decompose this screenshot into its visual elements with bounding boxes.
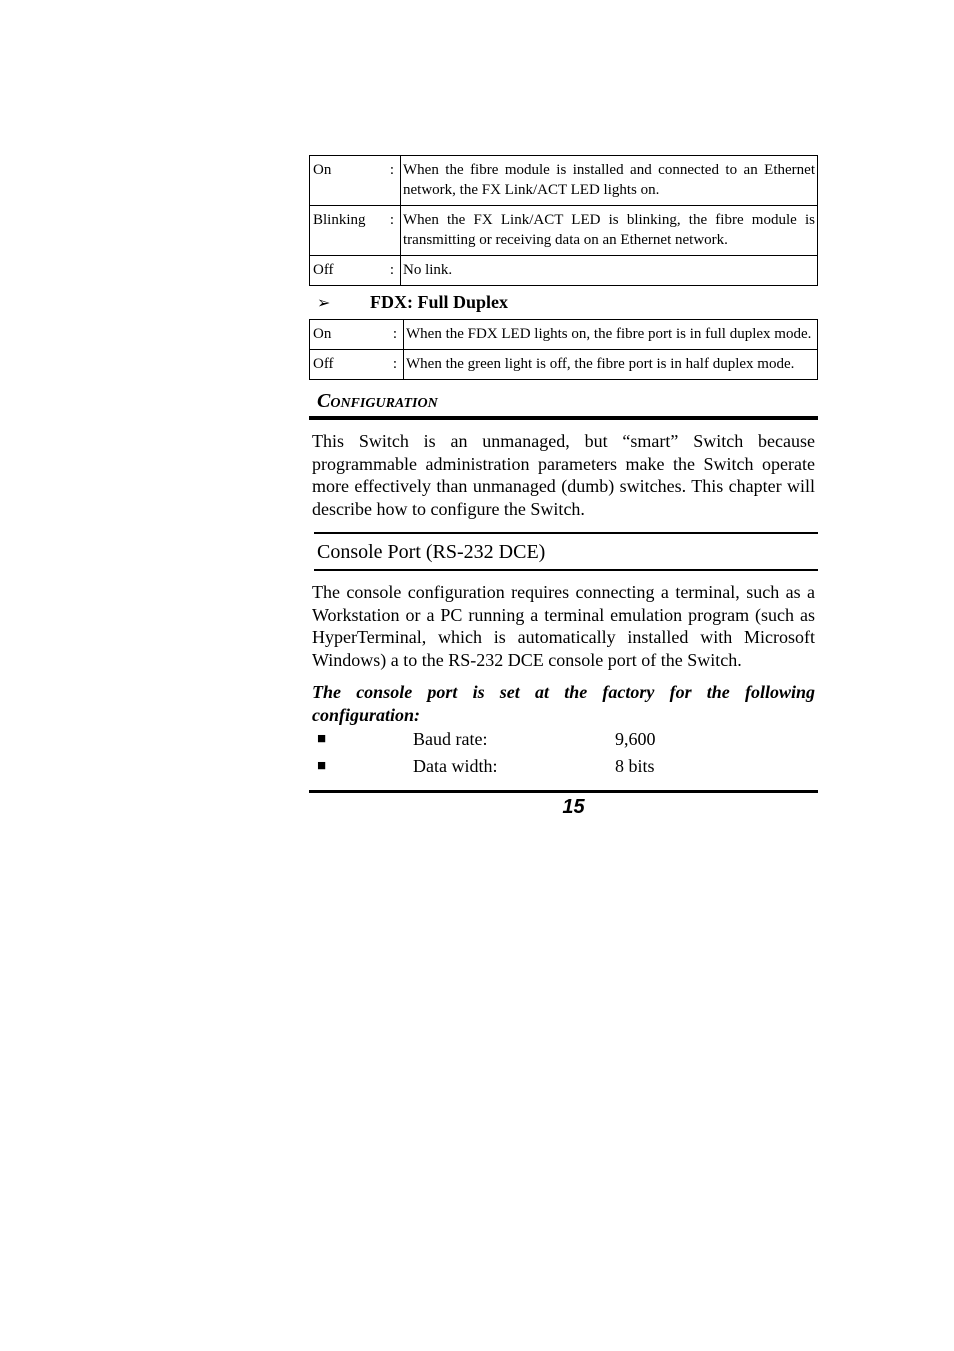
fdx-heading bbox=[309, 286, 818, 319]
factory-config-note: The console port is set at the factory for the following configuration: bbox=[312, 682, 815, 725]
arrow-bullet-icon: ➢ bbox=[317, 294, 331, 312]
led-state-cell bbox=[310, 206, 401, 256]
spec-row bbox=[312, 726, 818, 753]
led-state-cell bbox=[310, 156, 401, 206]
led-state: Blinking bbox=[313, 212, 366, 228]
separator-colon: : bbox=[389, 262, 394, 278]
led-state: Off bbox=[313, 356, 334, 372]
separator-colon: : bbox=[392, 326, 397, 342]
table-row bbox=[310, 320, 818, 350]
spec-label: Baud rate: bbox=[413, 729, 488, 749]
led-state-cell bbox=[310, 320, 404, 350]
separator-colon: : bbox=[389, 162, 394, 178]
console-description: The console configuration requires connecting a terminal, such as a Workstation or a PC running a terminal emulation program (such as HyperTerminal, which is automatically installed with Microsoft Windows) a to the RS-232 DCE console port of the Switch. bbox=[312, 582, 815, 670]
led-description: When the FX Link/ACT LED is blinking, the fibre module is transmitting or receiving data on an Ethernet network. bbox=[401, 206, 818, 256]
separator-colon: : bbox=[392, 356, 397, 372]
led-description: When the green light is off, the fibre port is in half duplex mode. bbox=[404, 350, 818, 380]
led-state: Off bbox=[313, 262, 334, 278]
table-row bbox=[310, 350, 818, 380]
configuration-intro: This Switch is an unmanaged, but “smart” Switch because programmable administration parameters make the Switch operate more effectively than unmanaged (dumb) switches. This chapter will describe how to configure the Switch. bbox=[312, 431, 815, 519]
spec-row bbox=[312, 753, 818, 780]
led-state-cell bbox=[310, 256, 401, 286]
square-bullet-icon: ■ bbox=[317, 758, 327, 774]
table-row bbox=[310, 156, 818, 206]
page-number: 15 bbox=[309, 790, 818, 821]
led-state-cell bbox=[310, 350, 404, 380]
led-description: When the fibre module is installed and connected to an Ethernet network, the FX Link/ACT LED lights on. bbox=[401, 156, 818, 206]
table-row bbox=[310, 256, 818, 286]
spec-label: Data width: bbox=[413, 756, 498, 776]
separator-colon: : bbox=[389, 212, 394, 228]
led-state: On bbox=[313, 162, 332, 178]
led-description: No link. bbox=[401, 256, 818, 286]
spec-value: 9,600 bbox=[615, 729, 656, 749]
fdx-heading-text: FDX: Full Duplex bbox=[370, 292, 509, 312]
manual-page bbox=[309, 155, 818, 821]
table-row bbox=[310, 206, 818, 256]
spec-value: 8 bits bbox=[615, 756, 655, 776]
fx-link-led-table bbox=[309, 155, 818, 286]
led-state: On bbox=[313, 326, 332, 342]
led-description: When the FDX LED lights on, the fibre port is in full duplex mode. bbox=[404, 320, 818, 350]
square-bullet-icon: ■ bbox=[317, 731, 327, 747]
configuration-heading: Configuration bbox=[309, 386, 818, 420]
console-port-heading: Console Port (RS-232 DCE) bbox=[314, 532, 818, 571]
fdx-led-table bbox=[309, 319, 818, 380]
